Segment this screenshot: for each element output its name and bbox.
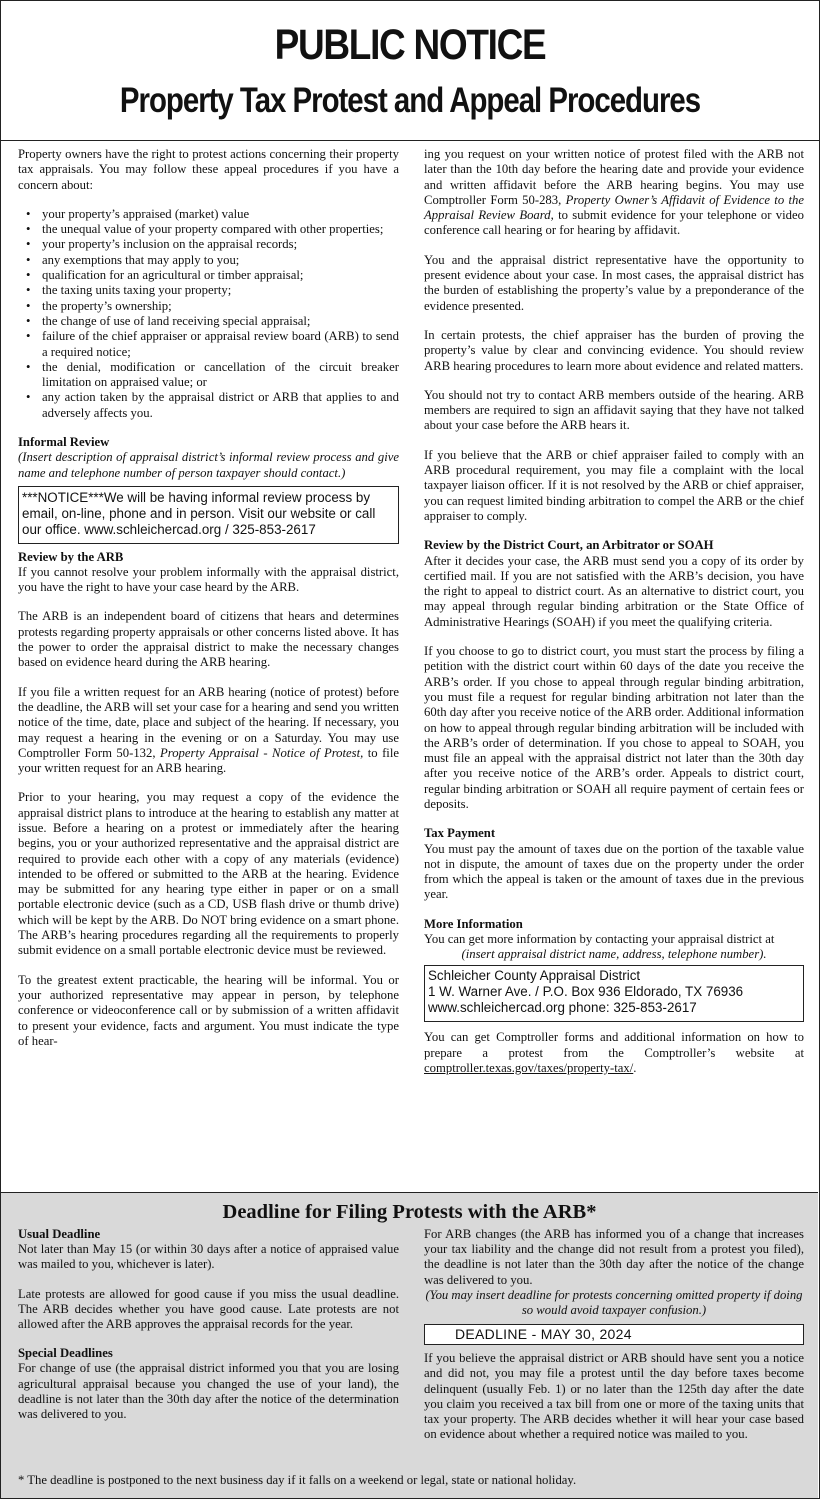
contact-arb-paragraph: You should not try to contact ARB members outside of the hearing. ARB members are required to sign an affidavit saying that they have not talked about your case before the ARB hears it. (424, 387, 804, 433)
notice-subtitle: Property Tax Protest and Appeal Procedures (119, 81, 701, 120)
complaint-paragraph: If you believe that the ARB or chief appraiser failed to comply with an ARB procedural requirement, you may file a complaint with the local taxpayer liaison officer. If it is not resolved by the ARB or chief appraiser, you can request limited binding arbitration to compel the ARB or the chief appraiser to comply. (424, 447, 804, 523)
form-50-132-name: Property Appraisal - Notice of Protest, (160, 745, 364, 760)
district-web-phone: www.schleichercad.org phone: 325-853-2617 (428, 1000, 697, 1016)
concern-list-item: • the denial, modification or cancellation of the circuit breaker limitation on appraised value; or (24, 360, 399, 391)
omitted-property-note: (You may insert deadline for protests concerning omitted property if doing so would avoid taxpayer confusion.) (425, 1287, 803, 1318)
deadline-date-box: DEADLINE - MAY 30, 2024 (424, 1324, 804, 1345)
hearing-text: ing you request on your written notice of protest filed with the ARB not later than the 10th day before the hearing date and provide your evidence and written affidavit before the ARB hearing begins. You may use Comptroller Form 50-283, (424, 147, 804, 207)
evidence-paragraph: You and the appraisal district representative have the opportunity to present evidence about your case. In most cases, the appraisal district has the burden of establishing the property’s value by a preponderance of the evidence presented. (424, 252, 804, 313)
deadline-right-column (424, 1227, 804, 1442)
concern-list-item: • any action taken by the appraisal district or ARB that applies to and adversely affects you. (24, 390, 399, 421)
notice-body (1, 147, 820, 1191)
tax-payment-heading: Tax Payment (424, 826, 496, 841)
more-information-instruction: (insert appraisal district name, address, telephone number). (461, 947, 767, 962)
deadline-footnote: * The deadline is postponed to the next business day if it falls on a weekend or legal, state or national holiday. (18, 1473, 577, 1487)
concern-list (24, 207, 399, 421)
concern-list-item: • your property’s inclusion on the appraisal records; (24, 237, 399, 252)
comptroller-forms-end: . (633, 1060, 637, 1075)
comptroller-forms-text: You can get Comptroller forms and additional information on how to prepare a protest from the Comptroller’s website at (424, 1030, 804, 1060)
district-court-paragraph-1: After it decides your case, the ARB must send you a copy of its order by certified mail. If you are not satisfied with the ARB’s decision, you have the right to appeal to district court. As an alternative to district court, you may appeal through regular binding arbitration or the State Office of Administrative Hearings (SOAH) if you meet the qualifying criteria. (424, 553, 804, 629)
concern-list-item: • the unequal value of your property compared with other properties; (24, 222, 399, 237)
special-deadlines-paragraph: For change of use (the appraisal district informed you that you are losing agricultural appraisal because you changed the use of your land), the deadline is not later than the 30th day after the notice of the determination was delivered to you. (18, 1361, 399, 1422)
district-court-paragraph-2: If you choose to go to district court, you must start the process by filing a petition with the district court within 60 days of the date you receive the ARB’s order. If you chose to appeal through regular binding arbitration, you must file a request for regular binding arbitration not later than the 60th day after you receive notice of the ARB order. Additional information on how to appeal through regular binding arbitration will be included with the ARB’s order of determination. If you chose to appeal to SOAH, you must file an appeal with the appraisal district not later than the 30th day after you receive notice of the ARB’s order. Appeals to district court, regular binding arbitration or SOAH all require payment of certain fees or deposits. (424, 644, 804, 811)
informal-review-instruction: (Insert description of appraisal district’s informal review process and give name and telephone number of person taxpayer should contact.) (18, 450, 399, 480)
district-name: Schleicher County Appraisal District (428, 967, 641, 983)
deadline-section (1, 1192, 818, 1498)
arb-paragraph-3-end: to file your written request for an ARB hearing. (18, 745, 399, 776)
appraisal-district-address-box (424, 965, 804, 1023)
district-court-heading: Review by the District Court, an Arbitrator or SOAH (424, 538, 714, 553)
informal-review-heading: Informal Review (18, 435, 110, 450)
notice-title: PUBLIC NOTICE (274, 21, 546, 69)
arb-changes-paragraph: For ARB changes (the ARB has informed you of a change that increases your tax liability and the change did not result from a protest you filed), the deadline is not later than the 30th day after the notice of the change was delivered to you. (424, 1227, 804, 1287)
comptroller-website-link[interactable]: comptroller.texas.gov/taxes/property-tax/ (424, 1060, 634, 1075)
tax-payment-paragraph: You must pay the amount of taxes due on the portion of the taxable value not in dispute, the amount of taxes due on the property under the order from which the appeal is taken or the amount of taxes due in the previous year. (424, 841, 804, 902)
more-information-heading: More Information (424, 916, 523, 931)
usual-deadline-heading: Usual Deadline (18, 1227, 101, 1241)
intro-paragraph: Property owners have the right to protest actions concerning their property tax appraisals. You may follow these appeal procedures if you have a concern about: (18, 147, 399, 192)
deadline-left-column (18, 1227, 399, 1436)
right-column (424, 147, 804, 1090)
missed-notice-paragraph: If you believe the appraisal district or ARB should have sent you a notice and did not, you may file a protest until the day before taxes become delinquent (usually Feb. 1) or no later than the 125th day after the date you claim you received a tax bill from one or more of the taxing units that tax your property. The ARB decides whether it will hear your case based on evidence about whether a required notice was mailed to you. (424, 1351, 804, 1442)
informal-review-notice-box: ***NOTICE***We will be having informal review process by email, on-line, phone and in person. Visit our website or call our office. www.schleichercad.org / 325-853-2617 (18, 486, 399, 544)
burden-paragraph: In certain protests, the chief appraiser has the burden of proving the property’s value by clear and convincing evidence. You should review ARB hearing procedures to learn more about evidence and related matters. (424, 327, 804, 373)
concern-list-item: • the change of use of land receiving special appraisal; (24, 314, 399, 329)
arb-paragraph-5: To the greatest extent practicable, the hearing will be informal. You or your authorized representative may appear in person, by telephone conference or videoconference call or by submission of a written affidavit to present your evidence, facts and argument. You must indicate the type of hear- (18, 972, 399, 1048)
form-50-283-name: Property Owner’s Affidavit of Evidence to the Appraisal Review Board, (424, 192, 804, 223)
left-column (18, 147, 399, 1049)
usual-deadline-paragraph: Not later than May 15 (or within 30 days after a notice of appraised value was mailed to you, whichever is later). (18, 1242, 399, 1272)
concern-list-item: • your property’s appraised (market) value (24, 207, 399, 222)
late-protests-paragraph: Late protests are allowed for good cause if you miss the usual deadline. The ARB decides whether you have good cause. Late protests are not allowed after the ARB approves the appraisal records for the year. (18, 1286, 399, 1332)
arb-paragraph-3 (18, 685, 399, 777)
more-information-paragraph: You can get more information by contacting your appraisal district at (424, 932, 775, 947)
concern-list-item: • failure of the chief appraiser or appraisal review board (ARB) to send a required notice; (24, 329, 399, 360)
hearing-continued-paragraph (424, 147, 804, 239)
concern-list-item: • the taxing units taxing your property; (24, 283, 399, 298)
comptroller-forms-paragraph (424, 1030, 804, 1076)
arb-paragraph-3-text: If you file a written request for an ARB hearing (notice of protest) before the deadline, the ARB will set your case for a hearing and send you written notice of the time, date, place and subject of the hearing. If necessary, you may request a hearing in the evening or on a Saturday. You may use Comptroller Form 50-132, (18, 684, 399, 760)
concern-list-item: • the property’s ownership; (24, 299, 399, 314)
concern-list-item: • any exemptions that may apply to you; (24, 253, 399, 268)
hearing-text-end: to submit evidence for your telephone or video conference call hearing or for hearing by affidavit. (424, 208, 804, 238)
arb-review-heading: Review by the ARB (18, 549, 124, 564)
arb-paragraph-4: Prior to your hearing, you may request a copy of the evidence the appraisal district plans to introduce at the hearing to establish any matter at issue. Before a hearing on a protest or immediately after the hearing begins, you or your authorized representative and the appraisal district are required to provide each other with a copy of any materials (evidence) intended to be offered or submitted to the ARB at the hearing. Evidence may be submitted for any hearing type either in paper or on a small portable electronic device (such as a CD, USB flash drive or thumb drive) which will be kept by the ARB. Do NOT bring evidence on a smart phone. The ARB’s hearing procedures regarding all the requirements to properly submit evidence on a small portable electronic device must be reviewed. (18, 790, 399, 958)
deadline-title: Deadline for Filing Protests with the ARB* (222, 1201, 597, 1223)
arb-paragraph-2: The ARB is an independent board of citizens that hears and determines protests regarding property appraisals or other concerns listed above. It has the power to order the appraisal district to make the necessary changes based on evidence heard during the ARB hearing. (18, 609, 399, 670)
notice-header (1, 1, 819, 141)
special-deadlines-heading: Special Deadlines (18, 1346, 113, 1361)
arb-paragraph-1: If you cannot resolve your problem informally with the appraisal district, you have the right to have your case heard by the ARB. (18, 564, 399, 595)
concern-list-item: • qualification for an agricultural or timber appraisal; (24, 268, 399, 283)
district-address: 1 W. Warner Ave. / P.O. Box 936 Eldorado, TX 76936 (428, 983, 744, 999)
